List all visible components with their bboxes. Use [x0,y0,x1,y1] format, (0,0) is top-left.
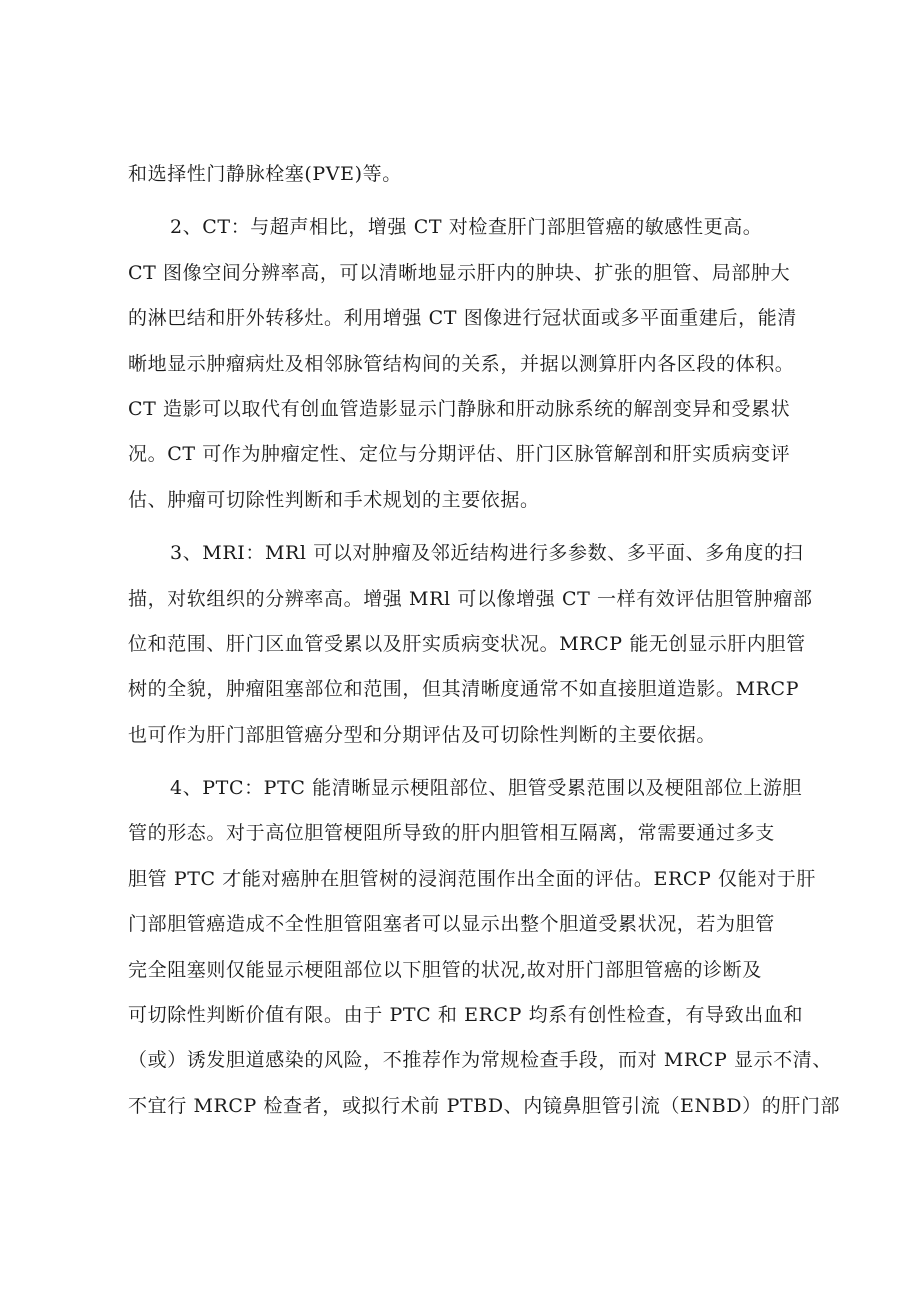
text-line: 况。CT 可作为肿瘤定性、定位与分期评估、肝门区脉管解剖和肝实质病变评 [128,443,791,466]
text-line: 3、MRI：MRl 可以对肿瘤及邻近结构进行多参数、多平面、多角度的扫 [170,542,804,565]
text-line: 也可作为肝门部胆管癌分型和分期评估及可切除性判断的主要依据。 [128,723,717,746]
text-line: 4、PTC：PTC 能清晰显示梗阻部位、胆管受累范围以及梗阻部位上游胆 [170,777,803,800]
text-line: 估、肿瘤可切除性判断和手术规划的主要依据。 [128,488,540,511]
paragraph-ct [128,205,796,523]
text-line: 胆管 PTC 才能对癌肿在胆管树的浸润范围作出全面的评估。ERCP 仅能对于肝 [128,867,817,890]
paragraph-ptc [128,766,841,1129]
text-line: 完全阻塞则仅能显示梗阻部位以下胆管的状况,故对肝门部胆管癌的诊断及 [128,958,762,981]
text-line: （或）诱发胆道感染的风险，不推荐作为常规检查手段，而对 MRCP 显示不清、 [128,1049,832,1072]
text-line: 可切除性判断价值有限。由于 PTC 和 ERCP 均系有创性检查，有导致出血和 [128,1004,804,1027]
text-line: 描，对软组织的分辨率高。增强 MRl 可以像增强 CT 一样有效评估胆管肿瘤部 [128,587,813,610]
text-line: CT 图像空间分辨率高，可以清晰地显示肝内的肿块、扩张的胆管、局部肿大 [128,261,791,284]
text-line: 和选择性门静脉栓塞(PVE)等。 [128,163,402,185]
document-body [128,152,841,1129]
text-line: 2、CT：与超声相比，增强 CT 对检查肝门部胆管癌的敏感性更高。 [170,216,763,239]
text-line: 管的形态。对于高位胆管梗阻所导致的肝内胆管相互隔离，常需要通过多支 [128,822,775,845]
text-line: 晰地显示肿瘤病灶及相邻脉管结构间的关系，并据以测算肝内各区段的体积。 [128,352,795,375]
text-line: 位和范围、肝门区血管受累以及肝实质病变状况。MRCP 能无创显示肝内胆管 [128,632,806,655]
text-line: 门部胆管癌造成不全性胆管阻塞者可以显示出整个胆道受累状况，若为胆管 [128,913,775,936]
paragraph-mri [128,531,813,758]
text-line: 不宜行 MRCP 检查者，或拟行术前 PTBD、内镜鼻胆管引流（ENBD）的肝门部 [128,1094,841,1117]
text-line: 的淋巴结和肝外转移灶。利用增强 CT 图像进行冠状面或多平面重建后，能清 [128,307,797,330]
text-line: 树的全貌，肿瘤阻塞部位和范围，但其清晰度通常不如直接胆道造影。MRCP [128,678,800,701]
paragraph-intro [128,152,796,197]
text-line: CT 造影可以取代有创血管造影显示门静脉和肝动脉系统的解剖变异和受累状 [128,397,791,420]
